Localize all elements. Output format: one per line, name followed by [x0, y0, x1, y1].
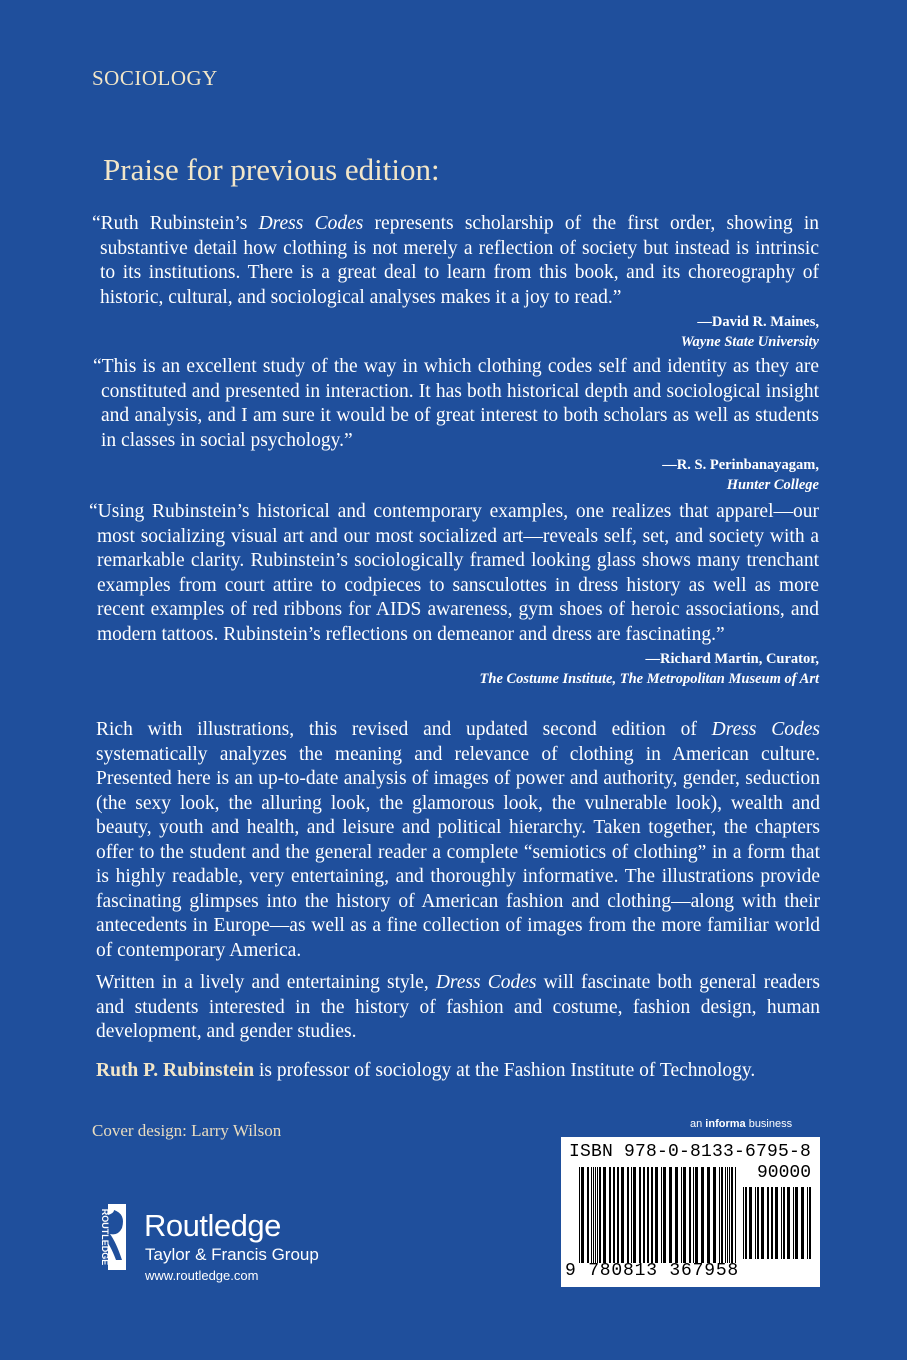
quote-attribution — [100, 312, 819, 352]
quote-text: “Ruth Rubinstein’s Dress Codes represents scholarship of the first order, showing in substantive detail how clothing is not merely a reflection of society but instead is intrinsic to its institutions. There is a great deal to learn from this book, and its choreography of historic, cultural, and sociological analyses makes it a joy to read.” — [92, 213, 820, 308]
quote-text: “Using Rubinstein’s historical and contemporary examples, one realizes that apparel—our most socializing visual art and our most socialized art—reveals self, set, and society with a remarkable clarity. Rubinstein’s sociologically framed looking glass shows many trenchant examples from court attire to codpieces to sansculottes in dress history as well as more recent examples of red ribbons for AIDS awareness, gym shoes of heroic associations, and modern tattoos. Rubinstein’s reflections on demeanor and dress are fascinating.” — [89, 501, 819, 645]
cover-design-credit: Cover design: Larry Wilson — [92, 1121, 282, 1140]
publisher-website: www.routledge.com — [145, 1268, 259, 1283]
quote-perinbanayagam — [93, 355, 819, 495]
quote-maines — [92, 212, 820, 352]
routledge-logo — [88, 1204, 338, 1290]
price-addon-digits: 90000 — [756, 1163, 811, 1183]
publisher-name: Routledge — [144, 1208, 281, 1243]
routledge-spine-text: ROUTLEDGE — [100, 1208, 110, 1266]
quote-author: —R. S. Perinbanayagam, — [662, 457, 819, 473]
routledge-r-icon — [88, 1204, 130, 1270]
informa-tagline: an informa business — [690, 1118, 793, 1130]
barcode-bars — [579, 1167, 739, 1263]
quote-attribution — [97, 649, 819, 689]
quote-affiliation: Hunter College — [726, 477, 819, 493]
category-label: SOCIOLOGY — [92, 66, 218, 90]
isbn-barcode — [561, 1137, 820, 1287]
description-paragraph-1: Rich with illustrations, this revised and updated second edition of Dress Codes systematically analyzes the meaning and relevance of clothing in American culture. Presented here is an up-to-date analysis of images of power and authority, gender, seduction (the sexy look, the alluring look, the glamorous look, the vulnerable look), wealth and beauty, youth and health, and leisure and political hierarchy. Taken together, the chapters offer to the student and the general reader a complete “semiotics of clothing” in a form that is highly readable, very entertaining, and thoroughly informative. The illustrations provide fascinating glimpses into the history of American fashion and clothing—along with their antecedents in Europe—as well as a fine collection of images from the more familiar world of contemporary America. — [96, 719, 820, 961]
quote-author: —David R. Maines, — [697, 314, 819, 330]
author-name: Ruth P. Rubinstein — [96, 1059, 255, 1081]
quote-affiliation: The Costume Institute, The Metropolitan Museum of Art — [479, 671, 819, 687]
praise-heading: Praise for previous edition: — [103, 152, 440, 187]
quote-author: —Richard Martin, Curator, — [645, 651, 819, 667]
quote-attribution — [101, 455, 819, 495]
quote-martin — [89, 500, 819, 689]
quote-text: “This is an excellent study of the way in which clothing codes self and identity as they are constituted and presented in interaction. It has both historical depth and sociological insight and analysis, and I am sure it would be of great interest to both scholars as well as students in classes in social psychology.” — [93, 356, 819, 451]
quote-affiliation: Wayne State University — [680, 334, 819, 350]
publisher-group: Taylor & Francis Group — [145, 1245, 319, 1264]
isbn-number: ISBN 978-0-8133-6795-8 — [569, 1142, 812, 1162]
book-description — [96, 718, 820, 1091]
description-paragraph-2: Written in a lively and entertaining style, Dress Codes will fascinate both general readers and students interested in the history of fashion and costume, fashion design, human development, and gender studies. — [96, 972, 821, 1042]
addon-bars — [743, 1187, 813, 1259]
author-bio: Ruth P. Rubinstein is professor of sociology at the Fashion Institute of Technology. — [96, 1059, 756, 1081]
ean-digits: 9 780813 367958 — [565, 1261, 740, 1281]
